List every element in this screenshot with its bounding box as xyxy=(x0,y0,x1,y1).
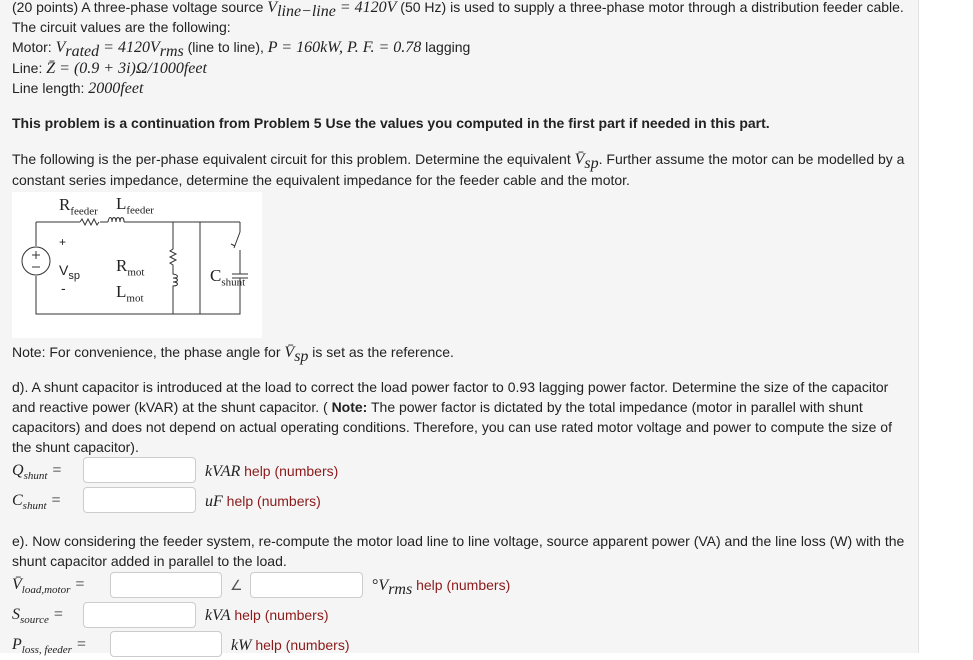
p-loss-input[interactable] xyxy=(110,631,222,657)
v-load-label: $V̄_{load,motor}$ = xyxy=(12,576,86,597)
part-d-line-2: and reactive power (kVAR) at the shunt capacitor. ( Note: The power factor is dictated by the total impedance (motor in parallel with shunt xyxy=(12,399,863,415)
c-shunt-label: $C_{shunt}$ xyxy=(210,266,246,289)
part-d-line-4: the shunt capacitor). xyxy=(12,439,139,455)
c-shunt-input[interactable] xyxy=(83,487,196,513)
part-d-line-1: d). A shunt capacitor is introduced at the load to correct the load power factor to 0.93 lagging power factor. Determine the size of the capacitor xyxy=(12,379,889,395)
part-e-line-2: shunt capacitor added in parallel to the load. xyxy=(12,553,287,569)
v-load-unit-row: $^\circ V_{rms}$ help (numbers) xyxy=(372,577,511,598)
description-line-2: constant series impedance, determine the equivalent impedance for the feeder cable and the motor. xyxy=(12,172,630,188)
c-shunt-label: $C_{shunt}$ = xyxy=(12,492,62,513)
v-load-help-link[interactable]: help (numbers) xyxy=(416,577,511,593)
intro-line: (20 points) A three-phase voltage source $V_{line-line} = 4120V$ (50 Hz) is used to supply a three-phase motor through a distribution feeder cable. xyxy=(12,0,904,20)
l-mot-label: $L_{mot}$ xyxy=(116,282,144,305)
q-shunt-help-link[interactable]: help (numbers) xyxy=(244,463,339,479)
s-source-input[interactable] xyxy=(83,602,196,628)
c-shunt-unit-row: uF help (numbers) xyxy=(205,493,321,510)
p-loss-label: $P_{loss, feeder}$ = xyxy=(12,636,87,657)
q-shunt-label: $Q_{shunt}$ = xyxy=(12,462,63,483)
vsp-label: $V_{sp}$ xyxy=(59,262,80,282)
circuit-diagram xyxy=(12,192,262,338)
q-shunt-unit-row: kVAR help (numbers) xyxy=(205,463,339,480)
intro-line-2: The circuit values are the following: xyxy=(12,19,231,35)
p-loss-help-link[interactable]: help (numbers) xyxy=(255,637,350,653)
continuation-note: This problem is a continuation from Problem 5 Use the values you computed in the first part if needed in this part. xyxy=(12,115,770,131)
motor-values: Motor: $V_{rated} = 4120V_{rms}$ (line to line), P = 160kW, P. F. = 0.78 lagging xyxy=(12,39,471,60)
angle-symbol: ∠ xyxy=(230,577,243,593)
part-e-line-1: e). Now considering the feeder system, re-compute the motor load line to line voltage, source apparent power (VA) and the line loss (W) with the xyxy=(12,533,905,549)
part-d-line-3: capacitors) and does not depend on actual operating conditions. Therefore, you can use rated motor voltage and power to compute the size of xyxy=(12,419,892,435)
plus-sign: + xyxy=(59,235,67,249)
description: The following is the per-phase equivalent circuit for this problem. Determine the equivalent $V̄_{sp}$. Further assume the motor can be modelled by a xyxy=(12,151,905,172)
p-loss-unit-row: kW help (numbers) xyxy=(231,637,350,654)
line-impedance: Line: Z̄ = (0.9 + 3i)Ω/1000feet xyxy=(12,60,207,77)
s-source-label: $S_{source}$ = xyxy=(12,606,64,627)
q-shunt-input[interactable] xyxy=(83,457,196,483)
r-feeder-label: $R_{feeder}$ xyxy=(59,195,98,218)
c-shunt-help-link[interactable]: help (numbers) xyxy=(226,493,321,509)
note-line: Note: For convenience, the phase angle for $V̄_{sp}$ is set as the reference. xyxy=(12,344,454,365)
s-source-unit-row: kVA help (numbers) xyxy=(205,607,329,624)
v-load-angle-input[interactable] xyxy=(250,572,363,598)
v-load-magnitude-input[interactable] xyxy=(110,572,222,598)
r-mot-label: $R_{mot}$ xyxy=(116,256,145,279)
l-feeder-label: $L_{feeder}$ xyxy=(116,194,154,217)
s-source-help-link[interactable]: help (numbers) xyxy=(234,607,329,623)
minus-sign: - xyxy=(61,280,66,296)
line-length: Line length: 2000feet xyxy=(12,80,144,97)
